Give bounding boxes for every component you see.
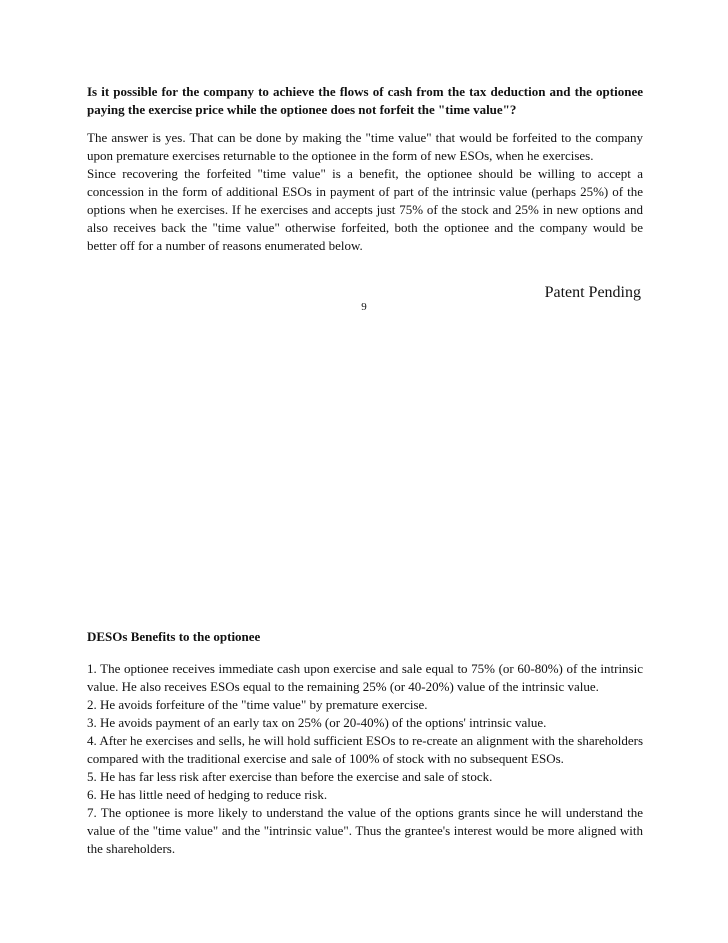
answer-block <box>87 129 643 255</box>
benefits-heading: DESOs Benefits to the optionee <box>87 629 261 644</box>
question-heading: Is it possible for the company to achieve the flows of cash from the tax deduction and the optionee paying the exercise price while the optionee does not forfeit the "time value"? <box>87 84 643 117</box>
list-item: 4. After he exercises and sells, he will hold sufficient ESOs to re-create an alignment with the shareholders compared with the traditional exercise and sale of 100% of stock with no subsequent ESOs. <box>87 733 643 766</box>
patent-pending-label: Patent Pending <box>544 284 641 301</box>
answer-paragraph-1: The answer is yes. That can be done by making the "time value" that would be forfeited to the company upon premature exercises returnable to the optionee in the form of new ESOs, when he exercises. <box>87 130 643 163</box>
list-item: 5. He has far less risk after exercise than before the exercise and sale of stock. <box>87 769 493 784</box>
list-item: 1. The optionee receives immediate cash upon exercise and sale equal to 75% (or 60-80%) of the intrinsic value. He also receives ESOs equal to the remaining 25% (or 40-20%) value of the intrinsic value. <box>87 661 643 694</box>
list-item: 6. He has little need of hedging to reduce risk. <box>87 787 328 802</box>
list-item: 2. He avoids forfeiture of the "time value" by premature exercise. <box>87 697 428 712</box>
list-item: 3. He avoids payment of an early tax on 25% (or 20-40%) of the options' intrinsic value. <box>87 715 547 730</box>
answer-paragraph-2: Since recovering the forfeited "time value" is a benefit, the optionee should be willing to accept a concession in the form of additional ESOs in payment of part of the intrinsic value (perhaps 25%) of the options when he exercises. If he exercises and accepts just 75% of the stock and 25% in new options and also receives back the "time value" otherwise forfeited, both the optionee and the company would be better off for a number of reasons enumerated below. <box>87 166 643 253</box>
page-number: 9 <box>361 301 367 313</box>
list-item: 7. The optionee is more likely to understand the value of the options grants since he will understand the value of the "time value" and the "intrinsic value". Thus the grantee's interest would be more aligned with the shareholders. <box>87 805 643 856</box>
benefits-list <box>87 660 643 858</box>
